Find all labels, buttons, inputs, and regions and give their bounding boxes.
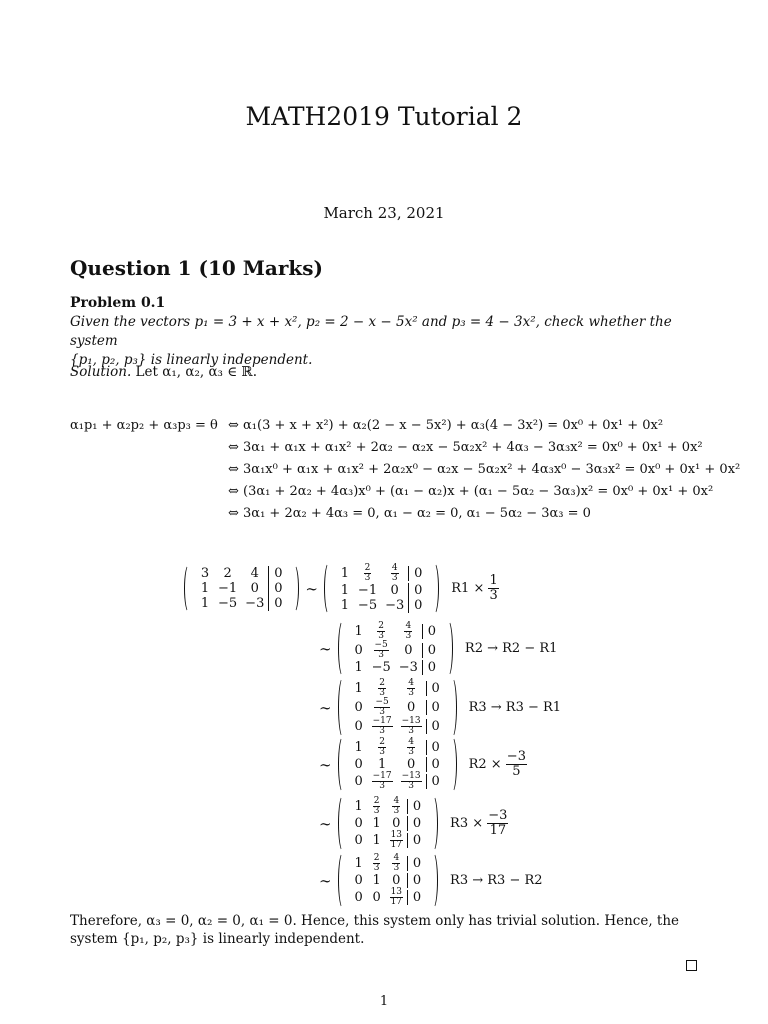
matrix-entry: 0 xyxy=(407,856,426,871)
matrix-entry: 0 xyxy=(408,598,427,613)
matrix-entry: −5 xyxy=(371,660,391,675)
matrix-entry: 0 xyxy=(250,581,259,596)
equation-line-1: ⇔ α₁(3 + x + x²) + α₂(2 − x − 5x²) + α₃(4 − 3x²) = 0x⁰ + 0x¹ + 0x² xyxy=(228,418,664,433)
matrix-entry: 0 xyxy=(392,873,401,888)
reduction-step xyxy=(313,620,557,677)
matrix-entry: 1 xyxy=(354,799,363,814)
matrix-entry: $\frac{2}{3}$ xyxy=(378,621,385,641)
similar-symbol: ∼ xyxy=(319,814,332,833)
equation-line-5: ⇔ 3α₁ + 2α₂ + 4α₃ = 0, α₁ − α₂ = 0, α₁ − 5α₂ − 3α₃ = 0 xyxy=(228,506,591,521)
equation-line-2: ⇔ 3α₁ + α₁x + α₁x² + 2α₂ − α₂x − 5α₂x² + 4α₃ − 3α₃x² = 0x⁰ + 0x¹ + 0x² xyxy=(228,440,703,455)
reduction-step xyxy=(184,562,499,615)
left-paren xyxy=(338,736,348,793)
matrix-entry: −3 xyxy=(245,596,265,611)
matrix-entry: 1 xyxy=(200,596,210,611)
matrix-entry: 0 xyxy=(354,774,363,789)
right-paren xyxy=(443,620,453,677)
matrix-entry: 3 xyxy=(200,566,210,581)
matrix-entry: $\frac{-5}{3}$ xyxy=(374,640,388,660)
matrix-entry: −1 xyxy=(218,581,238,596)
matrix-entry: 0 xyxy=(407,799,426,814)
matrix-entry: $\frac{4}{3}$ xyxy=(408,678,414,698)
matrix-entry: $\frac{-17}{3}$ xyxy=(372,771,392,791)
augmented-matrix xyxy=(324,562,439,615)
matrix-entry: 0 xyxy=(426,700,445,715)
reduction-step xyxy=(313,852,543,909)
similar-symbol: ∼ xyxy=(319,871,332,890)
matrix-entry: 0 xyxy=(404,643,413,658)
matrix-entry: 1 xyxy=(377,757,387,772)
document-title: MATH2019 Tutorial 2 xyxy=(245,102,523,131)
matrix-entry: $\frac{-13}{3}$ xyxy=(401,716,421,736)
left-paren xyxy=(324,562,334,615)
right-paren xyxy=(289,564,299,613)
right-paren xyxy=(428,852,438,909)
augmented-matrix xyxy=(338,620,453,677)
matrix-entry: 1 xyxy=(340,583,350,598)
matrix-entry: −3 xyxy=(385,598,405,613)
right-paren xyxy=(428,795,438,852)
solution-text: Let α₁, α₂, α₃ ∈ ℝ. xyxy=(135,364,258,380)
matrix-entry: $\frac{2}{3}$ xyxy=(364,563,371,583)
matrix-entry: −5 xyxy=(218,596,238,611)
matrix-entry: 1 xyxy=(354,740,363,755)
matrix-entry: 0 xyxy=(426,740,445,755)
matrix-entry: 0 xyxy=(422,643,441,658)
matrix-entry: 0 xyxy=(407,890,426,905)
matrix-entry: 0 xyxy=(406,757,416,772)
matrix-entry: $\frac{4}{3}$ xyxy=(391,563,398,583)
document-date: March 23, 2021 xyxy=(323,204,445,222)
row-operation: R2 → R2 − R1 xyxy=(464,641,558,656)
matrix-entry: $\frac{-17}{3}$ xyxy=(372,716,392,736)
right-paren xyxy=(447,736,457,793)
solution-intro xyxy=(70,364,257,380)
matrix-entry: 0 xyxy=(268,566,287,581)
matrix-entry: $\frac{4}{3}$ xyxy=(405,621,412,641)
matrix-entry: 1 xyxy=(340,598,350,613)
matrix-entry: 0 xyxy=(426,774,445,789)
matrix-entry: 0 xyxy=(354,833,363,848)
matrix-entry: 0 xyxy=(372,890,381,905)
matrix-entry: 1 xyxy=(372,833,381,848)
similar-symbol: ∼ xyxy=(319,698,332,717)
matrix-entry: 2 xyxy=(223,566,232,581)
matrix-entry: 0 xyxy=(407,873,426,888)
augmented-matrix xyxy=(338,677,457,738)
matrix-entry: 0 xyxy=(422,660,441,675)
left-paren xyxy=(338,795,348,852)
matrix-entry: 0 xyxy=(407,816,426,831)
left-paren xyxy=(338,677,348,738)
problem-heading: Problem 0.1 xyxy=(70,295,166,311)
matrix-entry: 0 xyxy=(426,681,445,696)
matrix-entry: 0 xyxy=(268,581,287,596)
matrix-entry: $\frac{2}{3}$ xyxy=(379,678,385,698)
conclusion xyxy=(70,912,700,948)
matrix-entry: 0 xyxy=(406,700,416,715)
section-heading: Question 1 (10 Marks) xyxy=(70,256,323,280)
matrix-entry: 0 xyxy=(422,624,441,639)
page-number: 1 xyxy=(379,994,389,1009)
left-paren xyxy=(184,564,194,613)
row-operation: R1 × $\frac{1}{3}$ xyxy=(451,573,498,603)
equation-lhs: α₁p₁ + α₂p₂ + α₃p₃ = θ xyxy=(70,418,218,433)
reduction-step xyxy=(313,736,527,793)
matrix-entry: $\frac{-5}{3}$ xyxy=(375,697,389,717)
matrix-entry: −1 xyxy=(357,583,378,598)
augmented-matrix xyxy=(338,795,438,852)
matrix-entry: $\frac{-13}{3}$ xyxy=(401,771,421,791)
matrix-entry: $\frac{2}{3}$ xyxy=(379,737,385,757)
matrix-entry: 1 xyxy=(340,566,350,581)
matrix-entry: 0 xyxy=(354,719,363,734)
matrix-entry: 1 xyxy=(372,873,381,888)
problem-statement-line2: {p₁, p₂, p₃} is linearly independent. xyxy=(70,352,313,368)
row-operation: R2 × $\frac{-3}{5}$ xyxy=(468,749,526,779)
matrix-entry: 1 xyxy=(354,856,363,871)
equation-line-4: ⇔ (3α₁ + 2α₂ + 4α₃)x⁰ + (α₁ − α₂)x + (α₁ − 5α₂ − 3α₃)x² = 0x⁰ + 0x¹ + 0x² xyxy=(228,484,714,499)
matrix-entry: 1 xyxy=(354,624,363,639)
matrix-entry: 0 xyxy=(354,757,363,772)
right-paren xyxy=(429,562,439,615)
matrix-entry: 0 xyxy=(354,700,363,715)
matrix-entry: $\frac{4}{3}$ xyxy=(408,737,414,757)
left-paren xyxy=(338,852,348,909)
similar-symbol: ∼ xyxy=(319,639,332,658)
matrix-entry: 0 xyxy=(268,596,287,611)
matrix-entry: 1 xyxy=(354,681,363,696)
matrix-entry: 0 xyxy=(392,816,401,831)
matrix-entry: 0 xyxy=(426,757,445,772)
augmented-matrix xyxy=(338,736,457,793)
qed-square-icon xyxy=(686,960,697,971)
problem-statement xyxy=(70,313,704,370)
augmented-matrix xyxy=(338,852,438,909)
matrix-entry: 0 xyxy=(408,583,427,598)
solution-label: Solution. xyxy=(70,364,132,380)
matrix-entry: $\frac{2}{3}$ xyxy=(373,796,380,816)
matrix-entry: 0 xyxy=(354,816,363,831)
initial-augmented-matrix xyxy=(184,564,299,613)
matrix-entry: 0 xyxy=(390,583,399,598)
matrix-entry: 0 xyxy=(426,719,445,734)
matrix-entry: $\frac{13}{17}$ xyxy=(390,830,403,850)
equation-line-3: ⇔ 3α₁x⁰ + α₁x + α₁x² + 2α₂x⁰ − α₂x − 5α₂x² + 4α₃x⁰ − 3α₃x² = 0x⁰ + 0x¹ + 0x² xyxy=(228,462,741,477)
reduction-step xyxy=(313,677,561,738)
row-operation: R3 → R3 − R1 xyxy=(468,700,562,715)
row-operation: R3 × $\frac{-3}{17}$ xyxy=(450,808,508,838)
problem-statement-line1: Given the vectors p₁ = 3 + x + x², p₂ = 2 − x − 5x² and p₃ = 4 − 3x², check whether the system xyxy=(70,314,672,349)
matrix-entry: $\frac{13}{17}$ xyxy=(390,887,403,907)
matrix-entry: 0 xyxy=(354,643,363,658)
reduction-step xyxy=(313,795,508,852)
similar-symbol: ∼ xyxy=(305,579,318,598)
matrix-entry: 1 xyxy=(200,581,210,596)
left-paren xyxy=(338,620,348,677)
matrix-entry: $\frac{2}{3}$ xyxy=(373,853,380,873)
conclusion-line1: Therefore, α₃ = 0, α₂ = 0, α₁ = 0. Hence, this system only has trivial solution. Hence, the xyxy=(70,913,680,929)
matrix-entry: $\frac{4}{3}$ xyxy=(393,796,400,816)
matrix-entry: −5 xyxy=(357,598,378,613)
matrix-entry: 1 xyxy=(354,660,363,675)
matrix-entry: $\frac{4}{3}$ xyxy=(393,853,400,873)
similar-symbol: ∼ xyxy=(319,755,332,774)
matrix-entry: 1 xyxy=(372,816,381,831)
matrix-entry: 0 xyxy=(354,873,363,888)
right-paren xyxy=(447,677,457,738)
conclusion-line2: system {p₁, p₂, p₃} is linearly independent. xyxy=(70,931,365,947)
matrix-entry: 4 xyxy=(250,566,259,581)
row-operation: R3 → R3 − R2 xyxy=(450,873,543,888)
matrix-entry: 0 xyxy=(354,890,363,905)
matrix-entry: 0 xyxy=(407,833,426,848)
matrix-entry: −3 xyxy=(398,660,418,675)
matrix-entry: 0 xyxy=(408,566,427,581)
